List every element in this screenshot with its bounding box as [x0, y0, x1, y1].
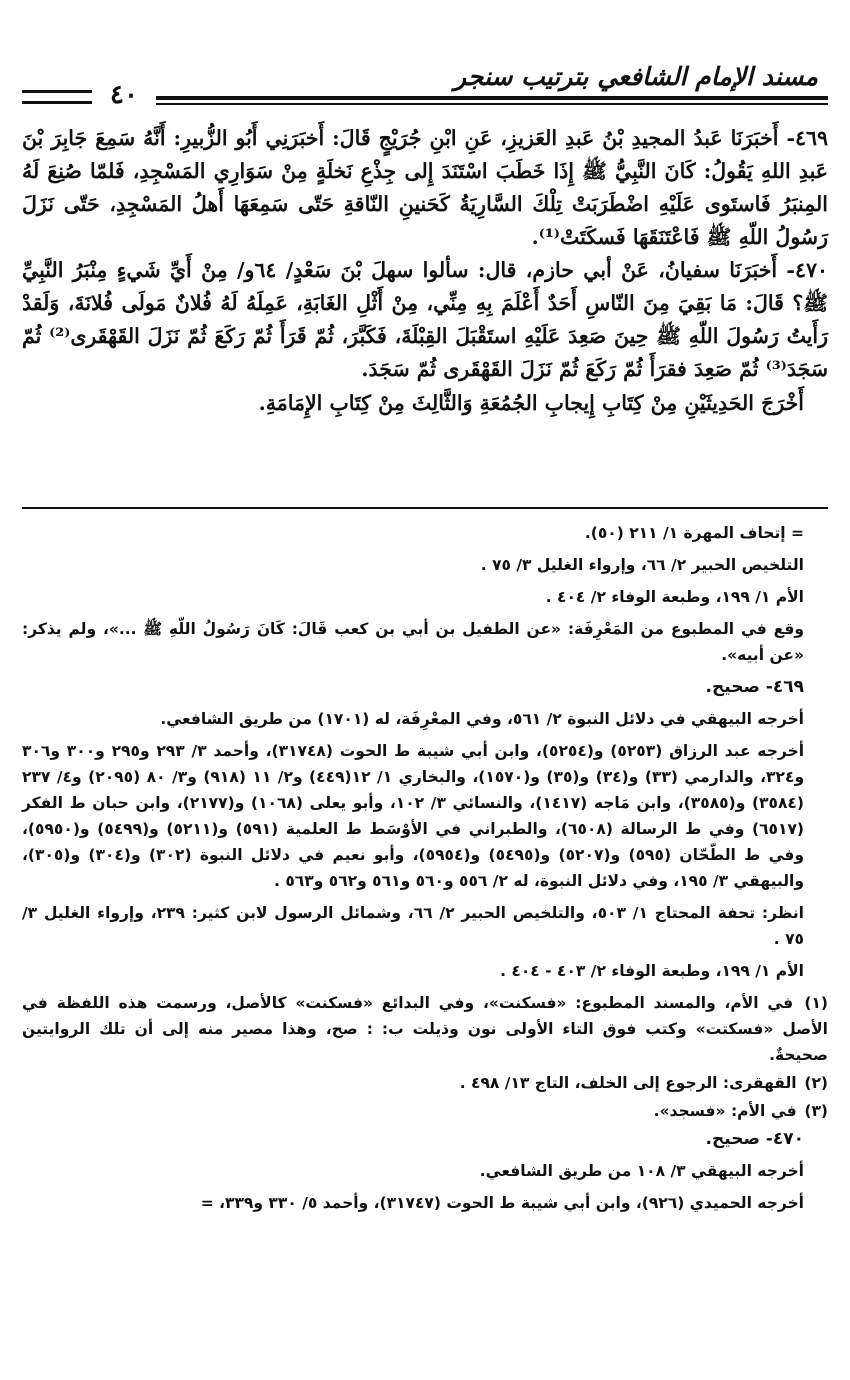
note-line: وقع في المطبوع من المَعْرِفَة: «عن الطفيل بن أبي بن كعب قَالَ: كَانَ رَسُولُ اللّهِ ﷺ ...»، ولم يذكر: «عن أبيه».	[22, 620, 804, 664]
note-line: أخرجه البيهقي ٣/ ١٠٨ من طريق الشافعي.	[479, 1162, 804, 1180]
notes-section	[22, 520, 828, 1222]
note-line: التلخيص الحبير ٢/ ٦٦، وإرواء الغليل ٣/ ٧٥ .	[480, 556, 804, 574]
page-header	[22, 60, 828, 110]
grading-heading: ٤٧٠- صحيح.	[705, 1129, 804, 1149]
note-line: أخرجه الحميدي (٩٢٦)، وابن أبي شيبة ط الحوت (٣١٧٤٧)، وأحمد ٥/ ٣٣٠ و٣٣٩، =	[200, 1194, 804, 1212]
footnote-number: (٢)	[804, 1074, 828, 1092]
page-number-rule-bottom	[22, 101, 92, 104]
hadith-469: ٤٦٩- أَخبَرَنَا عَبدُ المجيدِ بْنُ عَبدِ العَزيزِ، عَنِ ابْنِ جُرَيْجٍ قَالَ: أَخبَرَنِي أَبُو الزُّبيرِ: أَنَّهُ سَمِعَ جَابِرَ بْنَ عَبدِ اللهِ يَقُولُ: كَانَ النَّبِيُّ ﷺ إِذَا خَطَبَ اسْتَنَدَ إِلى جِذْعِ نَخلَةٍ مِنْ سَوَارِي المَسْجِدِ، فَلمّا صُنِعَ لَهُ المِنبَرُ فَاستَوى عَلَيْهِ اضْطَرَبَتْ تِلْكَ السَّارِيَةُ كَحَنينِ النّاقةِ حَتّى سَمِعَهَا أَهلُ المَسْجِدِ، حَتّى نَزَلَ رَسُولُ اللّهِ ﷺ فَاعْتَنَقَهَا فَسكَتَتْ⁽¹⁾.	[22, 126, 828, 249]
header-rule-thick	[156, 96, 828, 100]
footnote-number: (١)	[804, 994, 828, 1012]
footnote-1	[22, 990, 828, 1068]
note-line: = إتحاف المهرة ١/ ٢١١ (٥٠).	[584, 524, 804, 542]
footnote-number: (٣)	[804, 1102, 828, 1120]
grading-heading: ٤٦٩- صحيح.	[705, 677, 804, 697]
footnote-3	[22, 1098, 828, 1124]
footnote-text: في الأم، والمسند المطبوع: «فسكنت»، وفي البدائع «فسكنت» كالأصل، ورسمت هذه اللفظة في الأصل «فسكتت» وكتب فوق التاء الأولى نون وذيلت ب: : صح، وهذا مصير منه إلى أن تلك الروايتين صحيحةٌ.	[22, 994, 828, 1064]
footnote-text: في الأم: «فسجد».	[653, 1102, 797, 1120]
note-line: أخرجه عبد الرزاق (٥٢٥٣) و(٥٢٥٤)، وابن أبي شيبة ط الحوت (٣١٧٤٨)، وأحمد ٣/ ٢٩٣ و٢٩٥ و٣٠٠ و٣٠٦ و٣٢٤، والدارمي (٣٣) و(٣٤) و(٣٥) و(١٥٧٠)، والبخاري ١/ ١٢(٤٤٩) و٢/ ١١ (٩١٨) و٣/ ٨٠ (٢٠٩٥) و٤/ ٢٣٧ (٣٥٨٤) و(٣٥٨٥)، وابن مَاجه (١٤١٧)، والنسائي ٣/ ١٠٢، وأبو يعلى (١٠٦٨) و(٢١٧٧)، وابن حبان ط الفكر (٦٥١٧) وفي ط الرسالة (٦٥٠٨)، والطبراني في الأوْسَط ط العلمية (٥٩١) و(٥٢١١) و(٥٤٩٩) و(٥٩٥٠)، وفي ط الطّحّان (٥٩٥) و(٥٢٠٧) و(٥٤٩٥) و(٥٩٥٤)، وأبو نعيم في دلائل النبوة (٣٠٢) و(٣٠٤) و(٣٠٥)، والبيهقي ٣/ ١٩٥، وفي دلائل النبوة، له ٢/ ٥٥٦ و٥٦٠ و٥٦١ و٥٦٢ و٥٦٣ .	[22, 742, 805, 890]
main-text	[22, 122, 828, 420]
book-page	[22, 60, 828, 1212]
hadith-470: ٤٧٠- أَخبَرَنَا سفيانُ، عَنْ أبي حازم، قال: سألوا سهلَ بْنَ سَعْدٍ/ ٦٤و/ مِنْ أَيِّ شَيءٍ مِنْبَرُ النَّبِيِّ ﷺ؟ قَالَ: مَا بَقِيَ مِنَ النّاسِ أَحَدٌ أَعْلَمَ بِهِ مِنِّي، مِنْ أَثْلِ الغَابَةِ، عَمِلَهُ لَهُ فُلانٌ مَولَى فُلانَةَ، وَلَقدْ رَأَيتُ رَسُولَ اللّهِ ﷺ حِينَ صَعِدَ عَلَيْهِ استَقْبَلَ القِبْلَةَ، فَكَبَّرَ، ثُمّ قَرَأَ ثُمّ رَكَعَ ثُمّ نَزَلَ القَهْقَرى⁽²⁾ ثُمّ سَجَدَ⁽³⁾ ثُمّ صَعِدَ فقرَأَ ثُمّ رَكَعَ ثُمّ نَزَلَ القَهْقَرى ثُمّ سَجَدَ.	[22, 258, 828, 381]
footnote-2	[22, 1070, 828, 1096]
header-rule-thin	[156, 103, 828, 105]
note-line: أخرجه البيهقي في دلائل النبوة ٢/ ٥٦١، وفي المعْرِفَة، له (١٧٠١) من طريق الشافعي.	[160, 710, 804, 728]
page-number: ٤٠	[110, 80, 138, 110]
footnote-separator	[22, 507, 828, 509]
takhrij-statement: أَخْرَجَ الحَدِيثَيْنِ مِنْ كِتَابِ إِيجابِ الجُمُعَةِ وَالثَّالِثَ مِنْ كِتَابِ الإِمَامَةِ.	[258, 391, 804, 415]
page-number-rule-top	[22, 90, 92, 93]
note-line: الأم ١/ ١٩٩، وطبعة الوفاء ٢/ ٤٠٤ .	[545, 588, 804, 606]
footnote-text: القهقرى: الرجوع إلى الخلف، التاج ١٣/ ٤٩٨ .	[459, 1074, 797, 1092]
note-line: انظر: تحفة المحتاج ١/ ٥٠٣، والتلخيص الحبير ٢/ ٦٦، وشمائل الرسول لابن كثير: ٢٣٩، وإرواء الغليل ٣/ ٧٥ .	[22, 904, 804, 948]
note-line: الأم ١/ ١٩٩، وطبعة الوفاء ٢/ ٤٠٣ - ٤٠٤ .	[500, 962, 804, 980]
running-title: مسند الإمام الشافعي بترتيب سنجر	[454, 62, 818, 91]
